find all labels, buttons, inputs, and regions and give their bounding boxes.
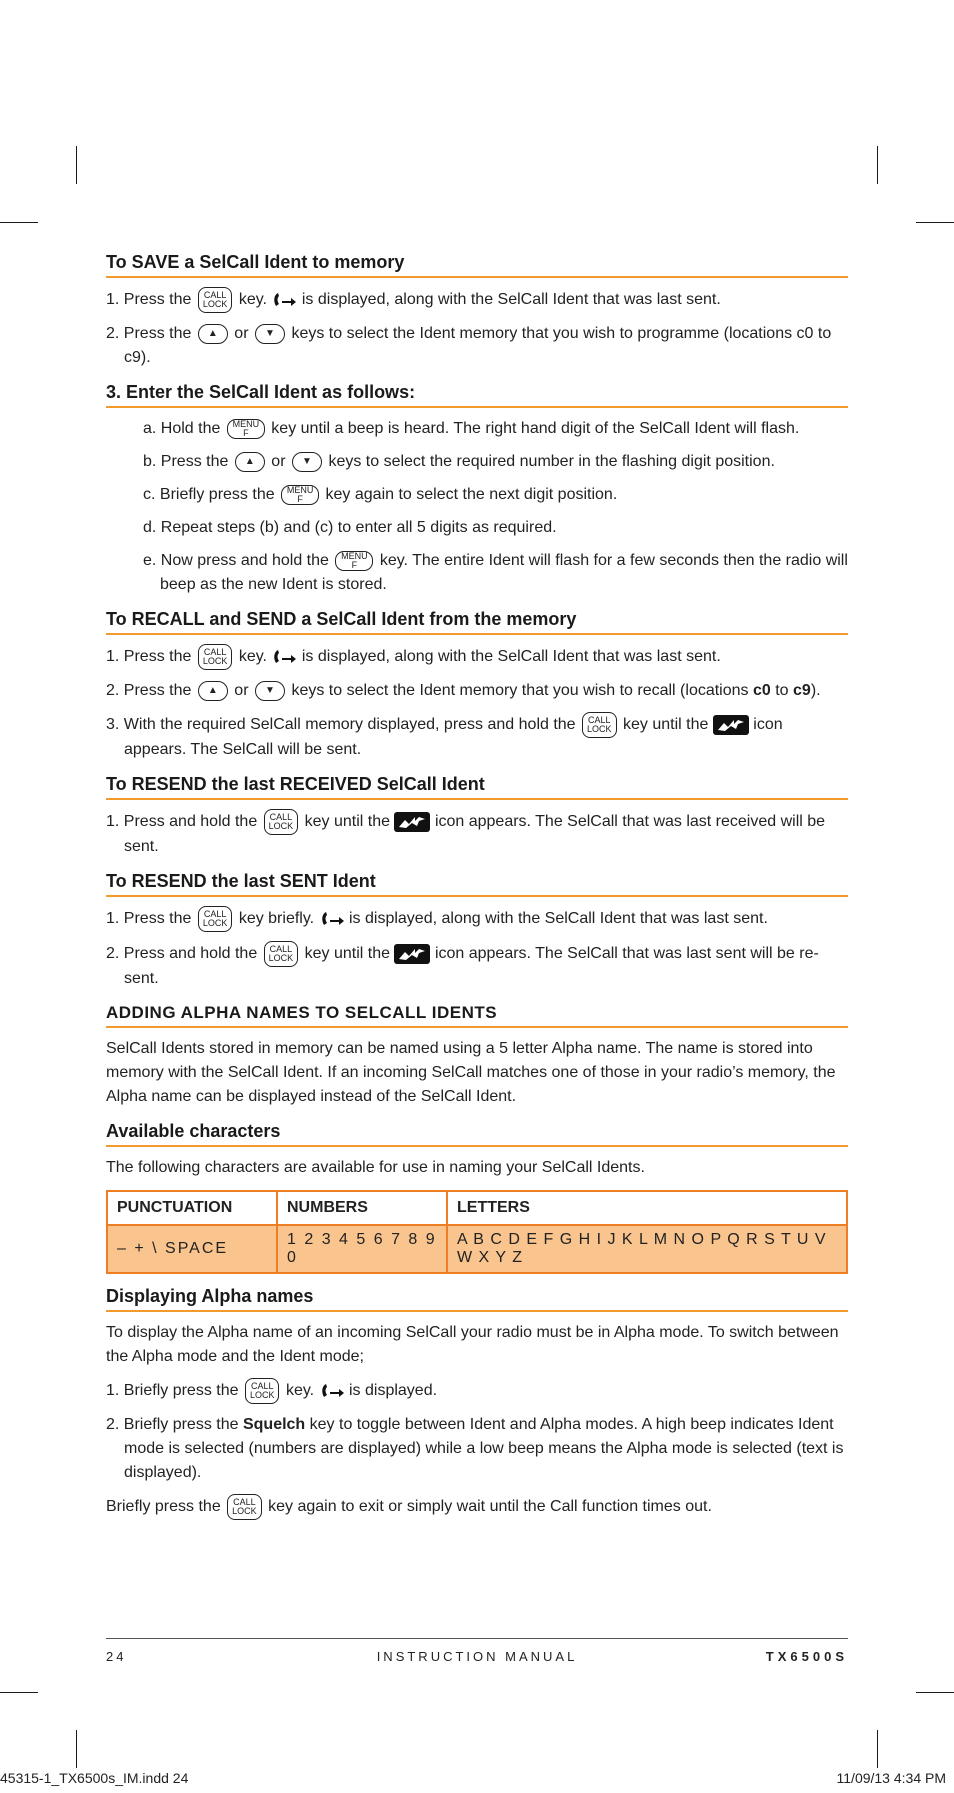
section-title-resend-sent: To RESEND the last SENT Ident <box>106 871 848 897</box>
characters-table <box>106 1190 848 1274</box>
down-arrow-key-icon: ▼ <box>255 324 285 344</box>
menu-f-key-icon: MENU F <box>227 419 265 439</box>
call-lock-key-icon: CALL LOCK <box>198 287 233 313</box>
list-item: e. Now press and hold the MENU F key. The entire Ident will flash for a few seconds then the radio will beep as the new Ident is stored. <box>143 550 848 593</box>
list-item: d. Repeat steps (b) and (c) to enter all 5 digits as required. <box>143 519 557 536</box>
paragraph: SelCall Idents stored in memory can be named using a 5 letter Alpha name. The name is stored into memory with the SelCall Ident. If an incoming SelCall matches one of those in your radio’s memory, the Alpha name can be displayed instead of the SelCall Ident. <box>106 1040 836 1105</box>
call-lock-key-icon: CALL LOCK <box>198 644 233 670</box>
section-title-save: To SAVE a SelCall Ident to memory <box>106 252 848 278</box>
list-item: 3. With the required SelCall memory displayed, press and hold the CALL LOCK key until the icon appears. The SelCall will be sent. <box>106 712 848 762</box>
table-header-row <box>107 1191 847 1225</box>
crop-mark <box>916 1692 954 1693</box>
page-content <box>106 240 848 1529</box>
up-arrow-key-icon: ▲ <box>235 452 265 472</box>
send-signal-icon <box>713 715 749 735</box>
table-cell: A B C D E F G H I J K L M N O P Q R S T U V W X Y Z <box>447 1225 847 1273</box>
handset-arrow-icon <box>319 910 345 928</box>
crop-mark <box>76 1730 77 1768</box>
handset-arrow-icon <box>271 291 297 309</box>
menu-f-key-icon: MENU F <box>335 551 373 571</box>
table-header: PUNCTUATION <box>107 1191 277 1225</box>
table-row <box>107 1225 847 1273</box>
list-item: 2. Press the ▲ or ▼ keys to select the Ident memory that you wish to recall (locations c0 to c9). <box>106 682 821 699</box>
footer-manual-label: INSTRUCTION MANUAL <box>376 1649 578 1664</box>
call-lock-key-icon: CALL LOCK <box>227 1494 262 1520</box>
slug-file: 45315-1_TX6500s_IM.indd 24 <box>0 1770 189 1786</box>
list-item: a. Hold the MENU F key until a beep is heard. The right hand digit of the SelCall Ident will flash. <box>143 418 800 438</box>
call-lock-key-icon: CALL LOCK <box>198 906 233 932</box>
table-cell: 1 2 3 4 5 6 7 8 9 0 <box>277 1225 447 1273</box>
down-arrow-key-icon: ▼ <box>292 452 322 472</box>
page-footer <box>106 1638 848 1664</box>
crop-mark <box>877 1730 878 1768</box>
crop-mark <box>76 146 77 184</box>
slug-date: 11/09/13 4:34 PM <box>836 1770 946 1786</box>
page-number: 24 <box>106 1649 127 1664</box>
up-arrow-key-icon: ▲ <box>198 324 228 344</box>
send-signal-icon <box>394 812 430 832</box>
section-title-recall: To RECALL and SEND a SelCall Ident from the memory <box>106 609 848 635</box>
call-lock-key-icon: CALL LOCK <box>582 712 617 738</box>
crop-mark <box>877 146 878 184</box>
section-title-alpha: ADDING ALPHA NAMES TO SELCALL IDENTS <box>106 1003 848 1028</box>
list-item: 1. Press and hold the CALL LOCK key until the icon appears. The SelCall that was last received will be sent. <box>106 809 848 859</box>
table-header: LETTERS <box>447 1191 847 1225</box>
menu-f-key-icon: MENU F <box>281 485 319 505</box>
crop-mark <box>0 1692 38 1693</box>
list-item: 1. Press the CALL LOCK key. is displayed, along with the SelCall Ident that was last sent. <box>106 287 848 313</box>
call-lock-key-icon: CALL LOCK <box>245 1378 280 1404</box>
paragraph: To display the Alpha name of an incoming SelCall your radio must be in Alpha mode. To switch between the Alpha mode and the Ident mode; <box>106 1324 839 1365</box>
handset-arrow-icon <box>319 1382 345 1400</box>
crop-mark <box>916 222 954 223</box>
list-item: 1. Press the CALL LOCK key. is displayed, along with the SelCall Ident that was last sent. <box>106 644 848 670</box>
section-title-enter: 3. Enter the SelCall Ident as follows: <box>106 382 848 408</box>
handset-arrow-icon <box>271 648 297 666</box>
table-header: NUMBERS <box>277 1191 447 1225</box>
section-title-available: Available characters <box>106 1121 848 1147</box>
list-item: 2. Press and hold the CALL LOCK key until the icon appears. The SelCall that was last sent will be re-sent. <box>106 941 848 991</box>
call-lock-key-icon: CALL LOCK <box>264 941 299 967</box>
section-title-displaying: Displaying Alpha names <box>106 1286 848 1312</box>
list-item: 1. Briefly press the CALL LOCK key. is displayed. <box>106 1378 848 1404</box>
send-signal-icon <box>394 944 430 964</box>
section-title-resend-received: To RESEND the last RECEIVED SelCall Ident <box>106 774 848 800</box>
paragraph: The following characters are available for use in naming your SelCall Idents. <box>106 1159 645 1176</box>
call-lock-key-icon: CALL LOCK <box>264 809 299 835</box>
footer-model: TX6500S <box>765 1649 848 1664</box>
list-item: 2. Briefly press the Squelch key to toggle between Ident and Alpha modes. A high beep indicates Ident mode is selected (numbers are displayed) while a low beep means the Alpha mode is selected (text is displayed). <box>106 1416 844 1481</box>
list-item: c. Briefly press the MENU F key again to select the next digit position. <box>143 484 618 504</box>
down-arrow-key-icon: ▼ <box>255 681 285 701</box>
up-arrow-key-icon: ▲ <box>198 681 228 701</box>
paragraph: Briefly press the CALL LOCK key again to exit or simply wait until the Call function times out. <box>106 1494 848 1520</box>
list-item: 2. Press the ▲ or ▼ keys to select the Ident memory that you wish to programme (locations c0 to c9). <box>106 325 832 366</box>
crop-mark <box>0 222 38 223</box>
list-item: 1. Press the CALL LOCK key briefly. is displayed, along with the SelCall Ident that was last sent. <box>106 906 848 932</box>
table-cell: – + \ SPACE <box>107 1225 277 1273</box>
list-item: b. Press the ▲ or ▼ keys to select the required number in the flashing digit position. <box>143 453 775 470</box>
